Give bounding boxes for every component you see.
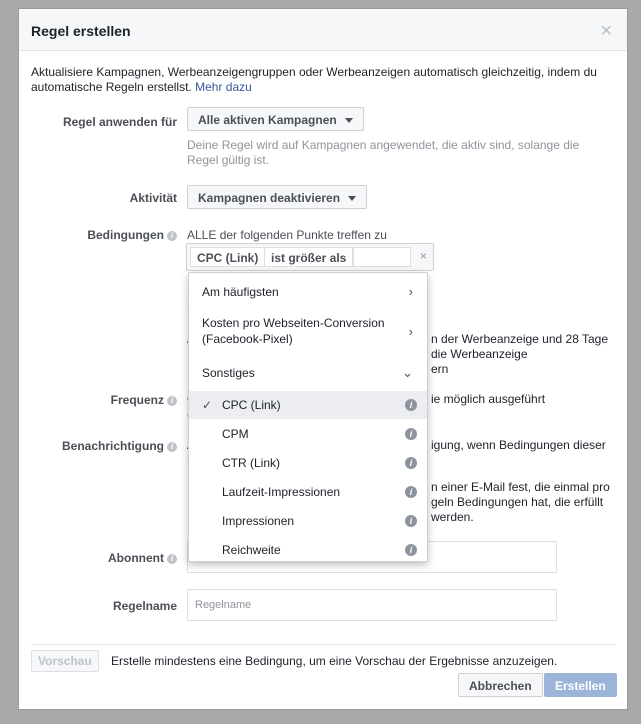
notification-text-right-4: werden. [431, 510, 474, 524]
frequency-label [111, 393, 177, 407]
check-icon: ✓ [202, 398, 213, 412]
conditions-intro: ALLE der folgenden Punkte treffen zu [187, 228, 387, 242]
info-icon[interactable]: i [405, 486, 417, 498]
info-icon[interactable]: i [167, 231, 177, 241]
intro-body: Aktualisiere Kampagnen, Werbeanzeigengruppen oder Werbeanzeigen automatisch gleichzeitig, indem du automatische Regeln erstellst. [31, 65, 597, 94]
menu-item-label: Reichweite [222, 543, 281, 557]
apply-label: Regel anwenden für [62, 115, 177, 129]
chevron-down-icon: ⌄ [402, 365, 413, 380]
menu-item-cpc-link[interactable] [189, 391, 427, 419]
preview-hint: Erstelle mindestens eine Bedingung, um eine Vorschau der Ergebnisse anzuzeigen. [111, 654, 558, 668]
menu-item-reach[interactable] [189, 541, 427, 559]
intro-text [31, 65, 611, 95]
menu-group-other[interactable] [189, 364, 427, 382]
menu-group-cost-per-conversion[interactable] [189, 315, 427, 349]
condition-builder [186, 243, 434, 271]
metric-dropdown-menu [188, 272, 428, 562]
menu-item-impressions[interactable] [189, 512, 427, 530]
menu-group-label: Am häufigsten [202, 285, 279, 299]
menu-item-lifetime-impressions[interactable] [189, 483, 427, 501]
conditions-text-right-1: n der Werbeanzeige und 28 Tage [431, 332, 609, 346]
condition-operator-chip[interactable]: ist größer als [264, 247, 353, 267]
subscriber-label [108, 551, 177, 565]
menu-item-label: CPC (Link) [222, 398, 281, 412]
conditions-label [87, 228, 177, 242]
menu-item-label: CTR (Link) [222, 456, 281, 470]
clear-condition-icon[interactable]: × [419, 249, 427, 263]
info-icon[interactable]: i [167, 396, 177, 406]
info-icon[interactable]: i [405, 399, 417, 411]
info-icon[interactable]: i [405, 515, 417, 527]
frequency-text-right: ie möglich ausgeführt [431, 392, 546, 406]
notification-text-right-1: igung, wenn Bedingungen dieser [431, 438, 606, 452]
menu-item-label: CPM [222, 427, 249, 441]
menu-group-most-common[interactable] [189, 283, 427, 301]
condition-value-input[interactable] [353, 247, 411, 267]
conditions-link-fragment[interactable]: ern [431, 362, 449, 376]
info-icon[interactable]: i [405, 457, 417, 469]
apply-dropdown-value: Alle aktiven Kampagnen [198, 113, 337, 127]
notification-text-right-2: n einer E-Mail fest, die einmal pro [431, 480, 610, 494]
footer-divider [31, 644, 616, 645]
chevron-right-icon: › [408, 324, 413, 339]
dialog-title: Regel erstellen [31, 23, 131, 39]
menu-item-label: Impressionen [222, 514, 295, 528]
rule-name-label: Regelname [112, 599, 177, 613]
frequency-label-text: Frequenz [110, 393, 164, 407]
menu-group-label: Kosten pro Webseiten-Conversion (Facebook-Pixel) [202, 316, 385, 346]
activity-label: Aktivität [129, 191, 177, 205]
learn-more-link[interactable]: Mehr dazu [195, 80, 252, 94]
condition-metric-chip[interactable]: CPC (Link) [190, 247, 265, 267]
chevron-right-icon: › [408, 284, 413, 299]
info-icon[interactable]: i [405, 428, 417, 440]
close-icon[interactable]: ✕ [599, 23, 613, 40]
menu-item-cpm[interactable] [189, 425, 427, 443]
create-button[interactable]: Erstellen [544, 673, 617, 697]
subscriber-label-text: Abonnent [108, 551, 164, 565]
conditions-label-text: Bedingungen [87, 228, 164, 242]
conditions-text-right-2: die Werbeanzeige [431, 347, 528, 361]
menu-group-label: Sonstiges [202, 366, 255, 380]
apply-help: Deine Regel wird auf Kampagnen angewendet, die aktiv sind, solange die Regel gültig ist. [187, 138, 580, 167]
activity-dropdown-value: Kampagnen deaktivieren [198, 191, 341, 205]
info-icon[interactable]: i [167, 442, 177, 452]
menu-item-label: Laufzeit-Impressionen [222, 485, 341, 499]
chevron-down-icon [345, 118, 353, 123]
notification-label [62, 439, 177, 453]
rule-name-input[interactable]: Regelname [187, 589, 557, 621]
info-icon[interactable]: i [167, 554, 177, 564]
activity-dropdown[interactable] [187, 185, 367, 209]
notification-label-text: Benachrichtigung [61, 439, 164, 453]
cancel-button[interactable]: Abbrechen [458, 673, 543, 697]
preview-button[interactable]: Vorschau [31, 650, 99, 672]
apply-dropdown[interactable] [187, 107, 364, 131]
info-icon[interactable]: i [405, 544, 417, 556]
dialog-header [19, 9, 627, 51]
notification-text-right-3: geln Bedingungen hat, die erfüllt [431, 495, 604, 509]
menu-item-ctr-link[interactable] [189, 454, 427, 472]
chevron-down-icon [348, 196, 356, 201]
